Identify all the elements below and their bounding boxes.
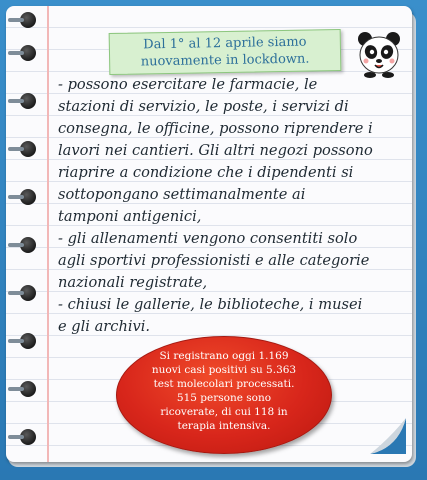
spiral-ring-icon: [20, 381, 36, 397]
title-card: [109, 29, 342, 75]
spiral-ring-icon: [20, 141, 36, 157]
spiral-ring-icon: [20, 237, 36, 253]
spiral-ring-icon: [20, 12, 36, 28]
notebook-page: [6, 6, 412, 462]
page-title: Dal 1° al 12 aprile siamo nuovamente in lockdown.: [140, 34, 310, 70]
statistics-callout-text: Si registrano oggi 1.169 nuovi casi positivi su 5.363 test molecolari processati. 515 persone sono ricoverate, di cui 118 in terapia intensiva.: [151, 350, 297, 432]
panda-icon: [357, 30, 401, 78]
spiral-ring-icon: [20, 285, 36, 301]
page-curl-icon: [370, 418, 406, 454]
spiral-ring-icon: [20, 333, 36, 349]
note-body: - possono esercitare le farmacie, le stazioni di servizio, le poste, i servizi di consegna, le officine, possono riprendere i lavori nei cantieri. Gli altri negozi possono riaprire a condizione che i dipendenti si sottopongano settimanalmente ai tamponi antigenici, - gli allenamenti vengono consentiti solo agli sportivi professionisti e alle categorie nazionali registrate, - chiusi le gallerie, le biblioteche, i musei e gli archivi.: [58, 76, 373, 335]
spiral-ring-icon: [20, 429, 36, 445]
spiral-ring-icon: [20, 45, 36, 61]
spiral-ring-icon: [20, 189, 36, 205]
spiral-ring-icon: [20, 93, 36, 109]
statistics-callout: [116, 336, 332, 454]
